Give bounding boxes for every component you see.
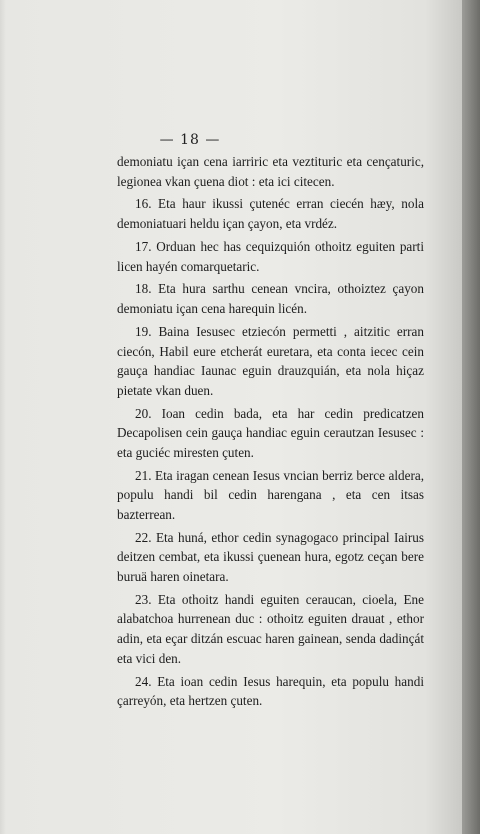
verse-20: 20. Ioan cedin bada, eta har cedin predicatzen Decapolisen cein gauça handiac eguin cerautzan Iesusec : eta guciéc miresten çuten. [117, 405, 424, 460]
paragraph-continuation: demoniatu içan cena iarriric eta veztituric eta cençaturic, legionea vkan çuena diot : eta ici citecen. [117, 154, 424, 189]
verse-16: 16. Eta haur ikussi çutenéc erran ciecén hæy, nola demoniatuari heldu içan çayon, eta vrdéz. [117, 196, 424, 232]
verse-19: 19. Baina Iesusec etziecón permetti , aitzitic erran ciecón, Habil eure etcherát euretara, eta conta iecec cein gauça handiac Iaunac eguin drauzquián, eta nola hiçaz pietate vkan duen. [117, 323, 424, 398]
verse-24: 24. Eta ioan cedin Iesus harequin, eta populu handi çarreyón, eta hertzen çuten. [117, 673, 424, 709]
page-edge-shadow [462, 0, 480, 834]
body-text [117, 152, 424, 714]
page-number: — 18 — [159, 132, 221, 148]
verse-17: 17. Orduan hec has cequizquión othoitz eguiten parti licen hayén comarquetaric. [117, 238, 424, 274]
verse-23: 23. Eta othoitz handi eguiten ceraucan, cioela, Ene alabatchoa hurrenean duc : othoitz eguiten drauat , ethor adin, eta eçar ditzán escuac haren gainean, senda dadinçát eta vici den. [117, 591, 424, 666]
verse-21: 21. Eta iragan cenean Iesus vncian berriz berce aldera, populu handi bil cedin harengana , eta cen itsas bazterrean. [117, 467, 424, 522]
verse-18: 18. Eta hura sarthu cenean vncira, othoiztez çayon demoniatu içan cena harequin licén. [117, 281, 424, 317]
verse-22: 22. Eta huná, ethor cedin synagogaco principal Iairus deitzen cembat, eta ikussi çuenean hura, egotz ceçan bere buruä haren oinetara. [117, 529, 424, 584]
